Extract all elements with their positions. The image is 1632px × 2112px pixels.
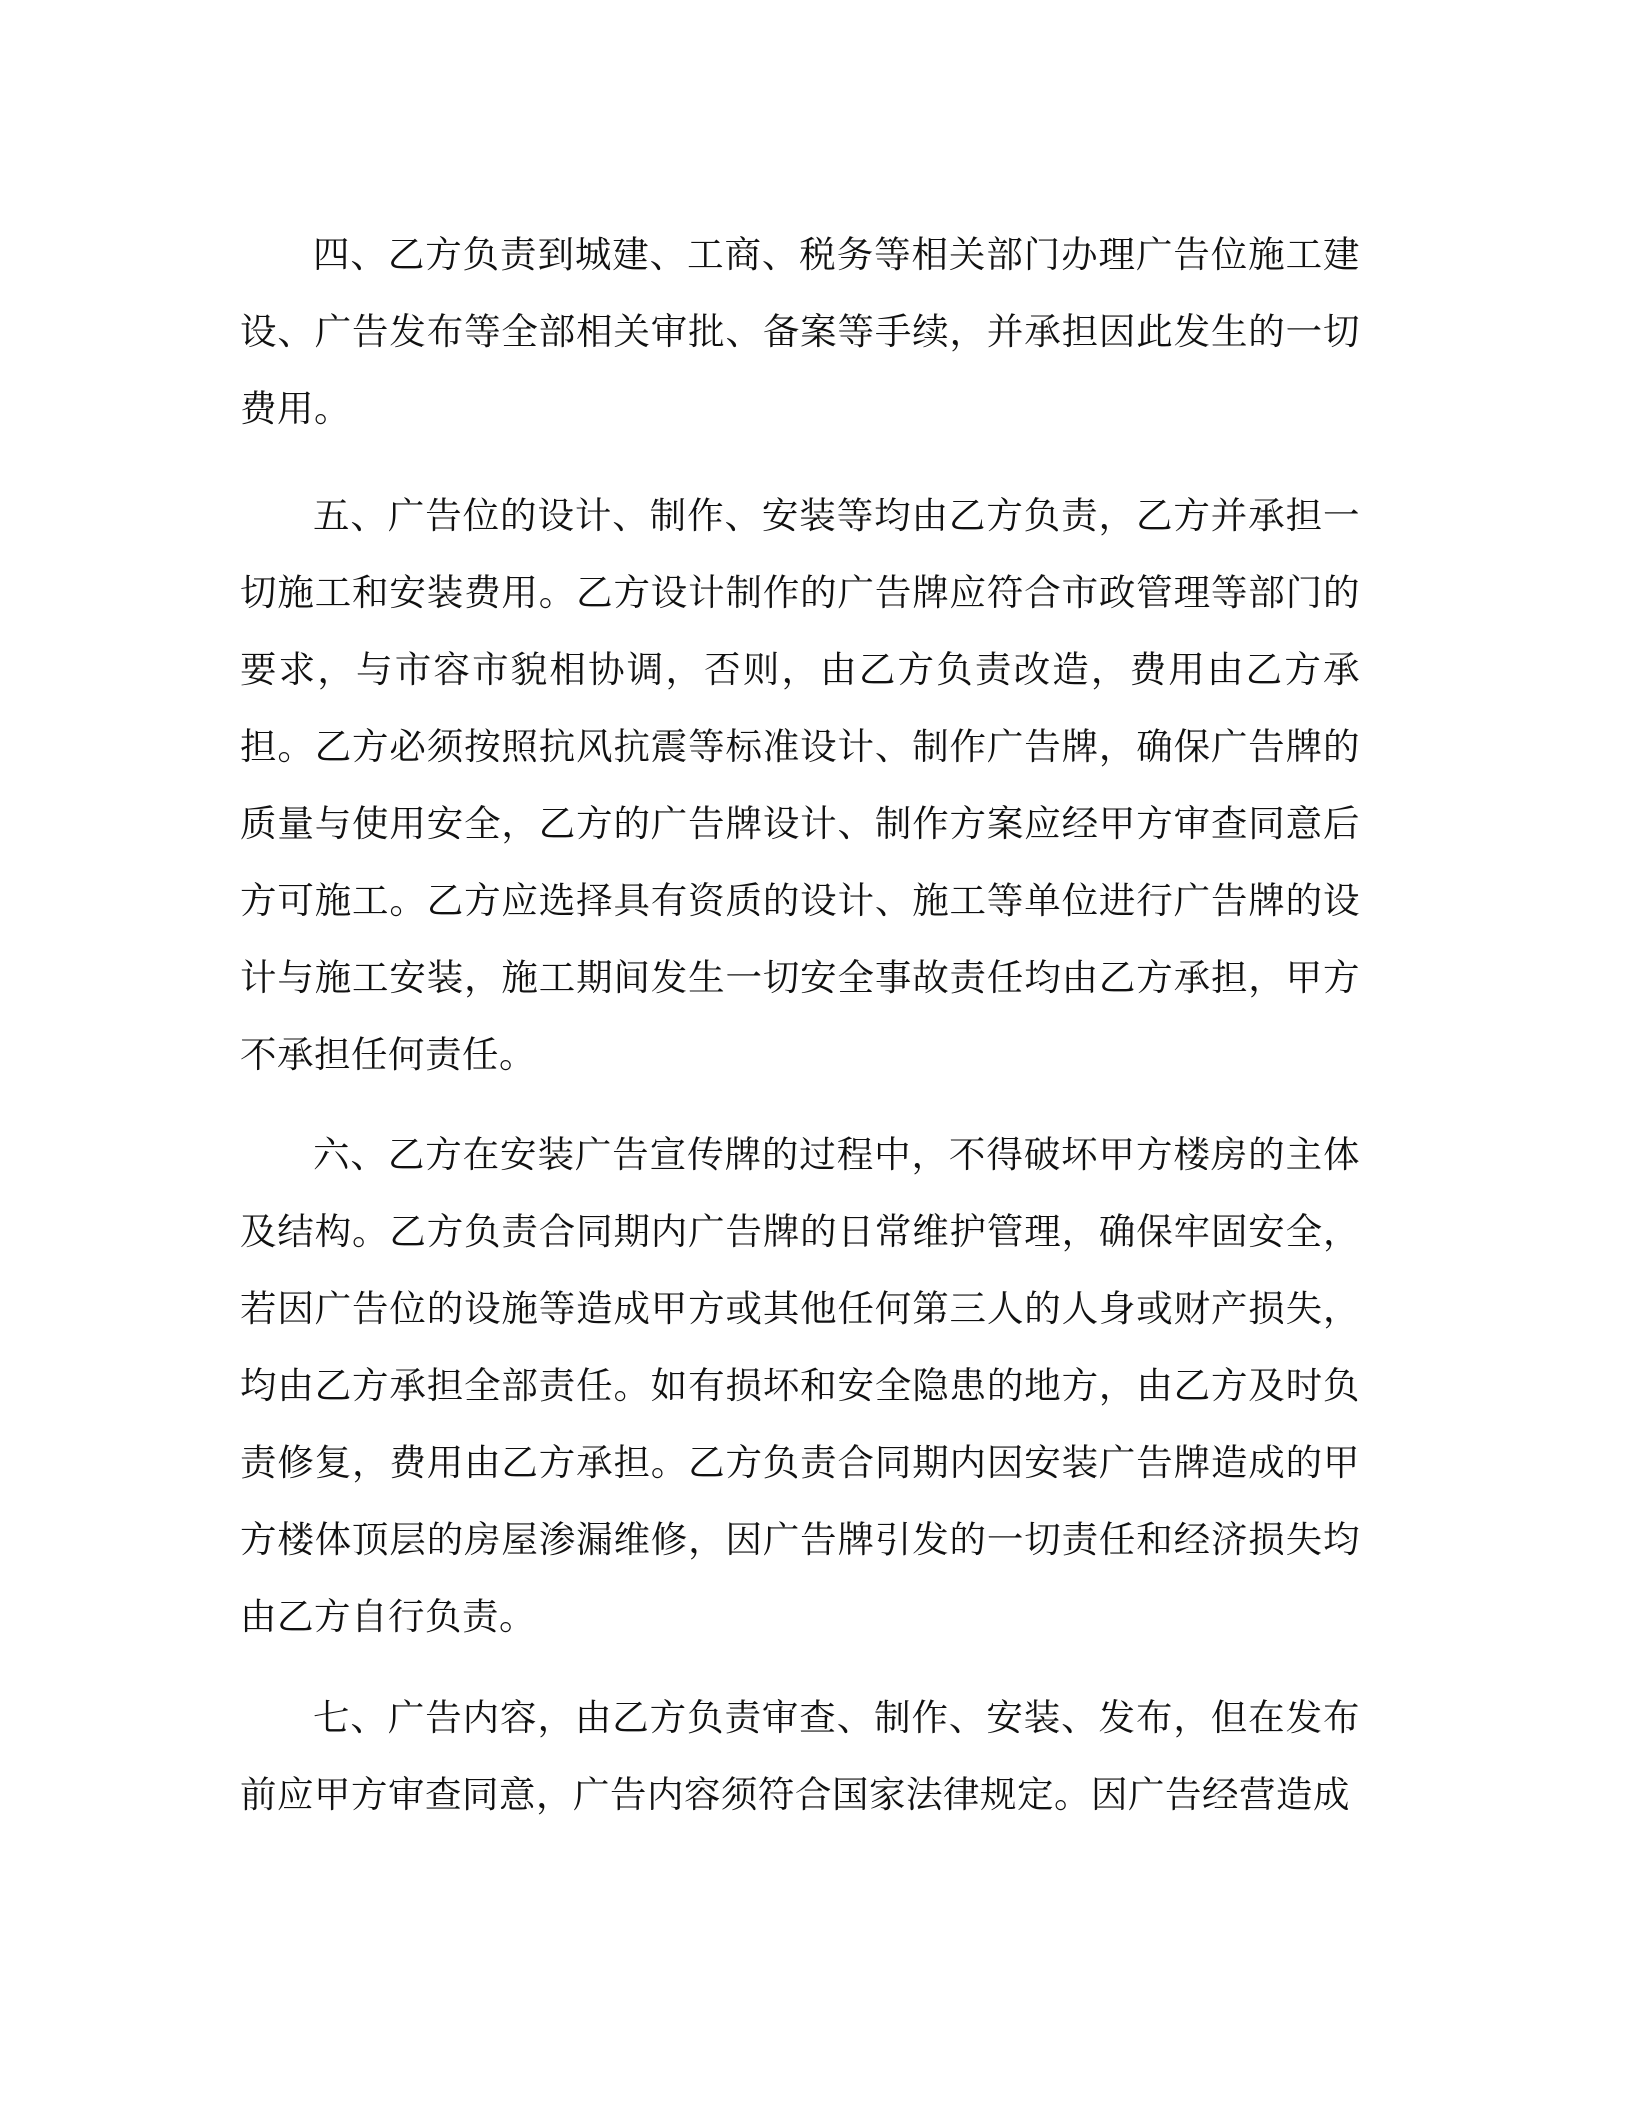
clause-5-paragraph: 五、广告位的设计、制作、安装等均由乙方负责，乙方并承担一切施工和安装费用。乙方设计制作的广告牌应符合市政管理等部门的要求，与市容市貌相协调，否则，由乙方负责改造，费用由乙方承担。乙方必须按照抗风抗震等标准设计、制作广告牌，确保广告牌的质量与使用安全，乙方的广告牌设计、制作方案应经甲方审查同意后方可施工。乙方应选择具有资质的设计、施工等单位进行广告牌的设计与施工安装，施工期间发生一切安全事故责任均由乙方承担，甲方不承担任何责任。 bbox=[240, 493, 1360, 1076]
clause-4-paragraph: 四、乙方负责到城建、工商、税务等相关部门办理广告位施工建设、广告发布等全部相关审批、备案等手续，并承担因此发生的一切费用。 bbox=[240, 232, 1360, 430]
clause-6-paragraph: 六、乙方在安装广告宣传牌的过程中，不得破坏甲方楼房的主体及结构。乙方负责合同期内广告牌的日常维护管理，确保牢固安全，若因广告位的设施等造成甲方或其他任何第三人的人身或财产损失，均由乙方承担全部责任。如有损坏和安全隐患的地方，由乙方及时负责修复，费用由乙方承担。乙方负责合同期内因安装广告牌造成的甲方楼体顶层的房屋渗漏维修，因广告牌引发的一切责任和经济损失均由乙方自行负责。 bbox=[240, 1132, 1360, 1638]
clause-7-paragraph: 七、广告内容，由乙方负责审查、制作、安装、发布，但在发布前应甲方审查同意，广告内容须符合国家法律规定。因广告经营造成 bbox=[240, 1695, 1360, 1816]
